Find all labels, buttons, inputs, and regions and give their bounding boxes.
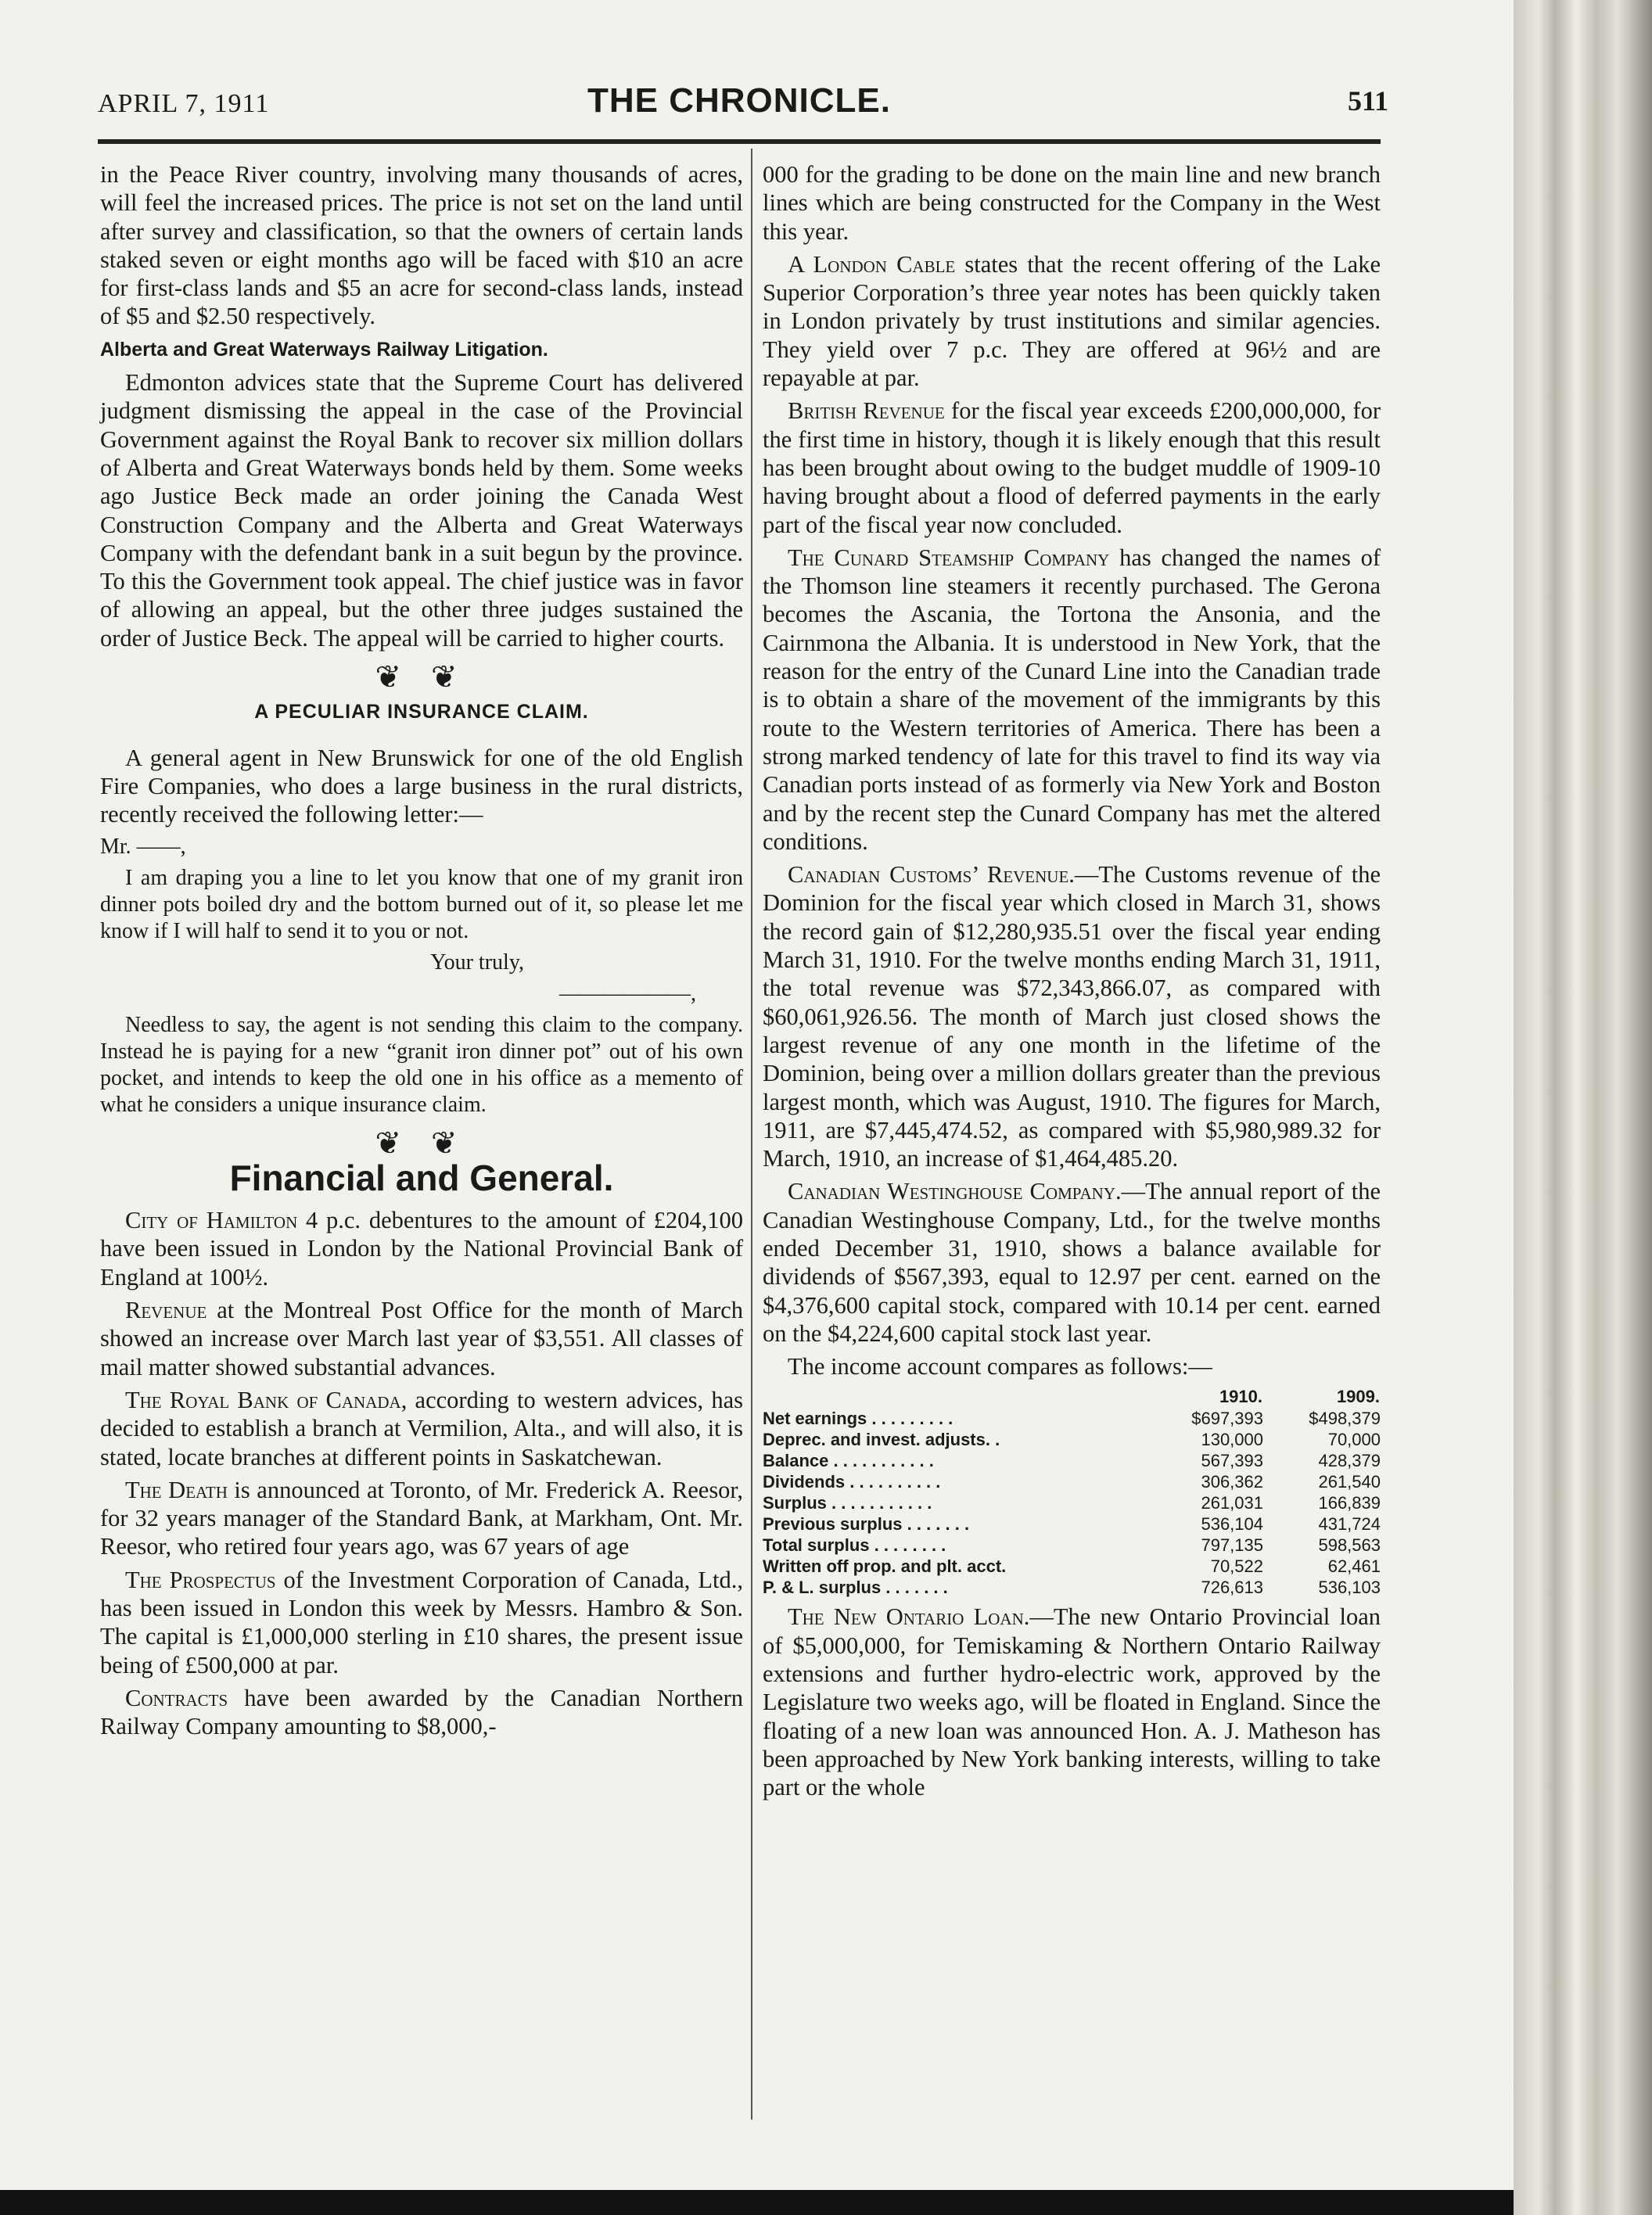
paragraph-alberta-litigation: Edmonton advices state that the Supreme Court has delivered judgment dismissing the appeal in the case of the Provincial Government against the Royal Bank to recover six million dollars of Alberta and Great Waterways bonds held by them. Some weeks ago Justice Beck made an order joining the Canada West Construction Company and the Alberta and Great Waterways Company with the defendant bank in a suit begun by the province. To this the Government took appeal. The chief justice was in favor of allowing an appeal, but the other three judges sustained the order of Justice Beck. The appeal will be carried to higher courts. — [100, 369, 743, 652]
item-british-revenue — [763, 397, 1381, 538]
body-hamilton: 4 p.c. debentures to the amount of £204,100 have been issued in London by the National Provincial Bank of England at 100½. — [100, 1207, 744, 1291]
item-new-ontario-loan — [763, 1603, 1381, 1801]
scan-border — [0, 2190, 1514, 2215]
page-number: 511 — [1347, 85, 1388, 117]
value-1909: 598,563 — [1318, 1535, 1381, 1556]
paragraph-grading-continued: 000 for the grading to be done on the main line and new branch lines which are being constructed for the Company in the West this year. — [763, 161, 1381, 245]
body-customs-revenue: —The Customs revenue of the Dominion for the fiscal year which closed in March 31, shows the record gain of $12,280,935.51 over the fiscal year ending March 31, 1910. For the twelve months ending March 31, 1911, the total revenue was $72,343,866.07, as compared with $60,061,926.56. The month of March just closed shows the largest revenue of any one month in the lifetime of the Dominion, being over a million dollars greater than the previous largest month, which was August, 1910. The figures for March, 1911, are $7,445,474.52, as compared with $5,980,989.32 for March, 1910, an increase of $1,464,485.20. — [763, 861, 1381, 1172]
item-hamilton — [100, 1206, 743, 1291]
table-row — [763, 1408, 1381, 1429]
income-account-table — [763, 1385, 1381, 1598]
value-1909: 261,540 — [1318, 1472, 1381, 1492]
body-new-ontario-loan: —The new Ontario Provincial loan of $5,000,000, for Temiskaming & Northern Ontario Railway extensions and further hydro-electric work, approved by the Legislature two weeks ago, will be floated in England. Since the floating of a new loan was announced Hon. A. J. Matheson has been approached by New York banking interests, willing to take part or the whole — [763, 1603, 1381, 1801]
item-royal-bank — [100, 1386, 743, 1471]
value-1909: 428,379 — [1318, 1451, 1381, 1471]
row-label: P. & L. surplus . . . . . . . — [763, 1578, 948, 1598]
heading-alberta-litigation: Alberta and Great Waterways Railway Litigation. — [100, 338, 548, 361]
table-body — [763, 1408, 1381, 1598]
row-label: Written off prop. and plt. acct. — [763, 1556, 1007, 1577]
table-row — [763, 1513, 1381, 1535]
lead-customs-revenue: Canadian Customs’ Revenue. — [788, 861, 1075, 889]
lead-new-ontario-loan: The New Ontario Loan. — [788, 1603, 1030, 1631]
page-header — [98, 78, 1388, 125]
value-1910: 726,613 — [1201, 1578, 1263, 1598]
value-1910: 261,031 — [1201, 1493, 1263, 1513]
body-british-revenue: for the fiscal year exceeds £200,000,000, for the first time in history, though it is likely enough that this result has been brought about owing to the budget muddle of 1909-10 having brought about a flood of deferred payments in the early part of the fiscal year now concluded. — [763, 397, 1381, 538]
ornament-divider: ❦ ❦ — [375, 659, 469, 695]
table-header-row — [763, 1385, 1381, 1408]
row-label: Balance . . . . . . . . . . . — [763, 1451, 934, 1471]
right-column — [763, 160, 1381, 1807]
item-westinghouse — [763, 1177, 1381, 1348]
table-row — [763, 1492, 1381, 1513]
lead-contracts: Contracts — [125, 1684, 228, 1711]
column-divider — [751, 149, 752, 2120]
letter-salutation: Mr. ——, — [100, 834, 186, 859]
value-1909: 70,000 — [1327, 1430, 1381, 1450]
paragraph-peace-river: in the Peace River country, involving many thousands of acres, will feel the increased prices. The price is not set on the land until after survey and classification, so that the owners of certain lands staked seven or eight months ago will be faced with $10 an acre for first-class lands and $5 an acre for second-class lands, instead of $5 and $2.50 respectively. — [100, 161, 743, 330]
value-1909: 431,724 — [1318, 1514, 1381, 1535]
table-row — [763, 1429, 1381, 1450]
value-1909: 536,103 — [1318, 1578, 1381, 1598]
item-revenue — [100, 1296, 743, 1381]
table-row — [763, 1577, 1381, 1598]
row-label: Net earnings . . . . . . . . . — [763, 1409, 953, 1429]
ornament-divider-2: ❦ ❦ — [375, 1125, 469, 1161]
lead-death: The Death — [125, 1476, 228, 1503]
body-death: is announced at Toronto, of Mr. Frederick A. Reesor, for 32 years manager of the Standard Bank, at Markham, Ont. Mr. Reesor, who retired four years ago, was 67 years of age — [100, 1476, 743, 1560]
lead-westinghouse: Canadian Westinghouse Company. — [788, 1178, 1122, 1205]
body-revenue: at the Montreal Post Office for the month of March showed an increase over March last year of $3,551. All classes of mail matter showed substantial advances. — [100, 1297, 743, 1380]
body-westinghouse: —The annual report of the Canadian Westinghouse Company, Ltd., for the twelve months ended December 31, 1910, shows a balance available for dividends of $567,393, equal to 12.97 per cent. earned on the $4,376,600 capital stock, compared with 10.14 per cent. earned on the $4,224,600 capital stock last year. — [763, 1178, 1381, 1347]
row-label: Total surplus . . . . . . . . — [763, 1535, 946, 1556]
lead-royal-bank: The Royal Bank of Canada, — [125, 1386, 408, 1413]
heading-financial-general: Financial and General. — [229, 1157, 614, 1198]
table-row — [763, 1471, 1381, 1492]
letter-body: I am draping you a line to let you know that one of my granit iron dinner pots boiled dry and the bottom burned out of it, so please let me know if I will half to send it to you or not. — [100, 865, 743, 943]
publication-title: THE CHRONICLE. — [587, 81, 891, 120]
value-1910: 536,104 — [1201, 1514, 1263, 1535]
lead-cunard: The Cunard Steamship Company — [788, 544, 1110, 571]
paragraph-claim-intro: A general agent in New Brunswick for one of the old English Fire Companies, who does a large business in the rural districts, recently received the following letter:— — [100, 744, 743, 828]
left-column — [100, 160, 743, 1745]
row-label: Surplus . . . . . . . . . . . — [763, 1493, 932, 1513]
value-1910: 306,362 — [1201, 1472, 1263, 1492]
body-cunard: has changed the names of the Thomson line steamers it recently purchased. The Gerona becomes the Ascania, the Tortona the Ansonia, and the Cairnmona the Albania. It is understood in New York, that the reason for the entry of the Cunard Line into the Canadian trade is to obtain a share of the movement of the immigrants by this route to the Western territories of America. There has been a strong marked tendency of late for this travel to find its way via Canadian ports instead of as formerly via New York and Boston and by the recent step the Cunard Company has met the altered conditions. — [763, 544, 1381, 855]
value-1909: $498,379 — [1309, 1409, 1381, 1429]
table-header-blank — [763, 1385, 1146, 1408]
body-prospectus: of the Investment Corporation of Canada, Ltd., has been issued in London this week by Messrs. Hambro & Son. The capital is £1,000,000 sterling in £10 shares, the present issue being of £500,000 at par. — [100, 1566, 743, 1678]
row-label: Dividends . . . . . . . . . . — [763, 1472, 941, 1492]
value-1909: 166,839 — [1318, 1493, 1381, 1513]
body-contracts: have been awarded by the Canadian Northern Railway Company amounting to $8,000,- — [100, 1684, 743, 1740]
heading-insurance-claim: A PECULIAR INSURANCE CLAIM. — [254, 701, 589, 723]
lead-london-cable: A London Cable — [788, 250, 956, 278]
value-1910: 797,135 — [1201, 1535, 1263, 1556]
item-death — [100, 1476, 743, 1561]
table-header-1910: 1910. — [1219, 1387, 1262, 1407]
value-1909: 62,461 — [1327, 1556, 1381, 1577]
value-1910: 130,000 — [1201, 1430, 1263, 1450]
paragraph-needless: Needless to say, the agent is not sending this claim to the company. Instead he is paying for a new “granit iron dinner pot” out of his own pocket, and intends to keep the old one in his office as a memento of what he considers a unique insurance claim. — [100, 1012, 743, 1117]
income-account-intro: The income account compares as follows:— — [788, 1353, 1212, 1380]
lead-british-revenue: British Revenue — [788, 397, 945, 425]
item-contracts — [100, 1684, 743, 1741]
header-rule — [98, 139, 1381, 144]
row-label: Deprec. and invest. adjusts. . — [763, 1430, 1000, 1450]
lead-prospectus: The Prospectus — [125, 1566, 276, 1593]
value-1910: 567,393 — [1201, 1451, 1263, 1471]
body-royal-bank: according to western advices, has decided to establish a branch at Vermilion, Alta., and will also, it is stated, locate branches at different points in Saskatchewan. — [100, 1386, 743, 1470]
issue-date: APRIL 7, 1911 — [98, 89, 270, 118]
item-london-cable — [763, 250, 1381, 392]
table-row — [763, 1556, 1381, 1577]
book-page-edges — [1514, 0, 1652, 2215]
item-customs-revenue — [763, 860, 1381, 1172]
row-label: Previous surplus . . . . . . . — [763, 1514, 970, 1535]
table-row — [763, 1535, 1381, 1556]
lead-revenue: Revenue — [125, 1297, 207, 1324]
letter-signoff: Your truly, — [430, 950, 524, 975]
value-1910: 70,522 — [1210, 1556, 1263, 1577]
body-london-cable: states that the recent offering of the Lake Superior Corporation’s three year notes has been quickly taken in London privately by trust institutions and similar agencies. They yield over 7 p.c. They are offered at 96½ and are repayable at par. — [763, 250, 1381, 392]
value-1910: $697,393 — [1191, 1409, 1263, 1429]
table-header-1909: 1909. — [1336, 1387, 1380, 1407]
item-prospectus — [100, 1566, 743, 1679]
lead-hamilton: City of Hamilton — [125, 1207, 298, 1234]
table-row — [763, 1450, 1381, 1471]
letter-signature-line: ——————, — [559, 981, 696, 1006]
item-cunard — [763, 544, 1381, 856]
